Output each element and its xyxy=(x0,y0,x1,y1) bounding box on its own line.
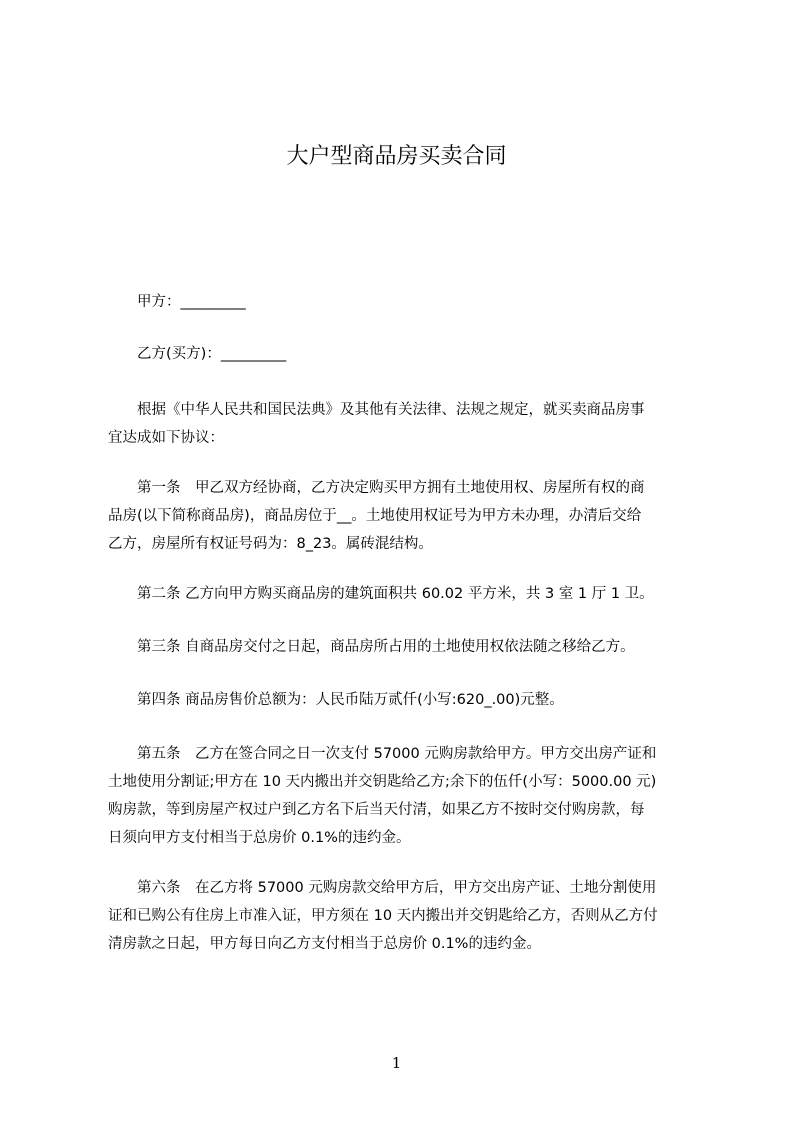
party-a-text: 甲方：_________ xyxy=(137,294,246,310)
paragraph-line: 证和已购公有住房上市准入证，甲方须在 10 天内搬出并交钥匙给乙方，否则从乙方付 xyxy=(108,908,658,924)
paragraph-line: 宜达成如下协议： xyxy=(108,430,224,446)
party-b-line xyxy=(108,340,698,368)
article-3-paragraph xyxy=(108,633,698,661)
paragraph-line: 第三条 自商品房交付之日起，商品房所占用的土地使用权依法随之移给乙方。 xyxy=(137,639,635,655)
paragraph-line: 根据《中华人民共和国民法典》及其他有关法律、法规之规定，就买卖商品房事 xyxy=(137,402,645,418)
paragraph-line: 第四条 商品房售价总额为：人民币陆万贰仟(小写:620_.00)元整。 xyxy=(137,692,564,708)
preamble-paragraph xyxy=(108,396,698,452)
party-a-line xyxy=(108,288,698,316)
article-1-paragraph xyxy=(108,474,698,558)
paragraph-line: 第一条 甲乙双方经协商，乙方决定购买甲方拥有土地使用权、房屋所有权的商 xyxy=(137,480,645,496)
page-number: 1 xyxy=(391,1054,402,1072)
paragraph-line: 第六条 在乙方将 57000 元购房款交给甲方后，甲方交出房产证、土地分割使用 xyxy=(137,880,657,896)
document-title: 大户型商品房买卖合同 xyxy=(286,144,507,169)
paragraph-line: 日须向甲方支付相当于总房价 0.1%的违约金。 xyxy=(108,830,411,846)
article-6-paragraph xyxy=(108,874,698,958)
paragraph-line: 购房款，等到房屋产权过户到乙方名下后当天付清，如果乙方不按时交付购房款，每 xyxy=(108,802,645,818)
paragraph-line: 第五条 乙方在签合同之日一次支付 57000 元购房款给甲方。甲方交出房产证和 xyxy=(137,746,657,762)
paragraph-line: 清房款之日起，甲方每日向乙方支付相当于总房价 0.1%的违约金。 xyxy=(108,936,541,952)
article-2-paragraph xyxy=(108,580,698,608)
article-5-paragraph xyxy=(108,740,698,852)
paragraph-line: 第二条 乙方向甲方购买商品房的建筑面积共 60.02 平方米，共 3 室 1 厅 1 卫。 xyxy=(137,586,654,602)
article-4-paragraph xyxy=(108,686,698,714)
party-b-text: 乙方(买方)：_________ xyxy=(137,346,287,362)
paragraph-line: 土地使用分割证;甲方在 10 天内搬出并交钥匙给乙方;余下的伍仟(小写：5000.00 元) xyxy=(108,774,657,790)
paragraph-line: 品房(以下简称商品房)，商品房位于__。土地使用权证号为甲方未办理，办清后交给 xyxy=(108,508,642,524)
paragraph-line: 乙方，房屋所有权证号码为：8_23。属砖混结构。 xyxy=(108,536,433,552)
